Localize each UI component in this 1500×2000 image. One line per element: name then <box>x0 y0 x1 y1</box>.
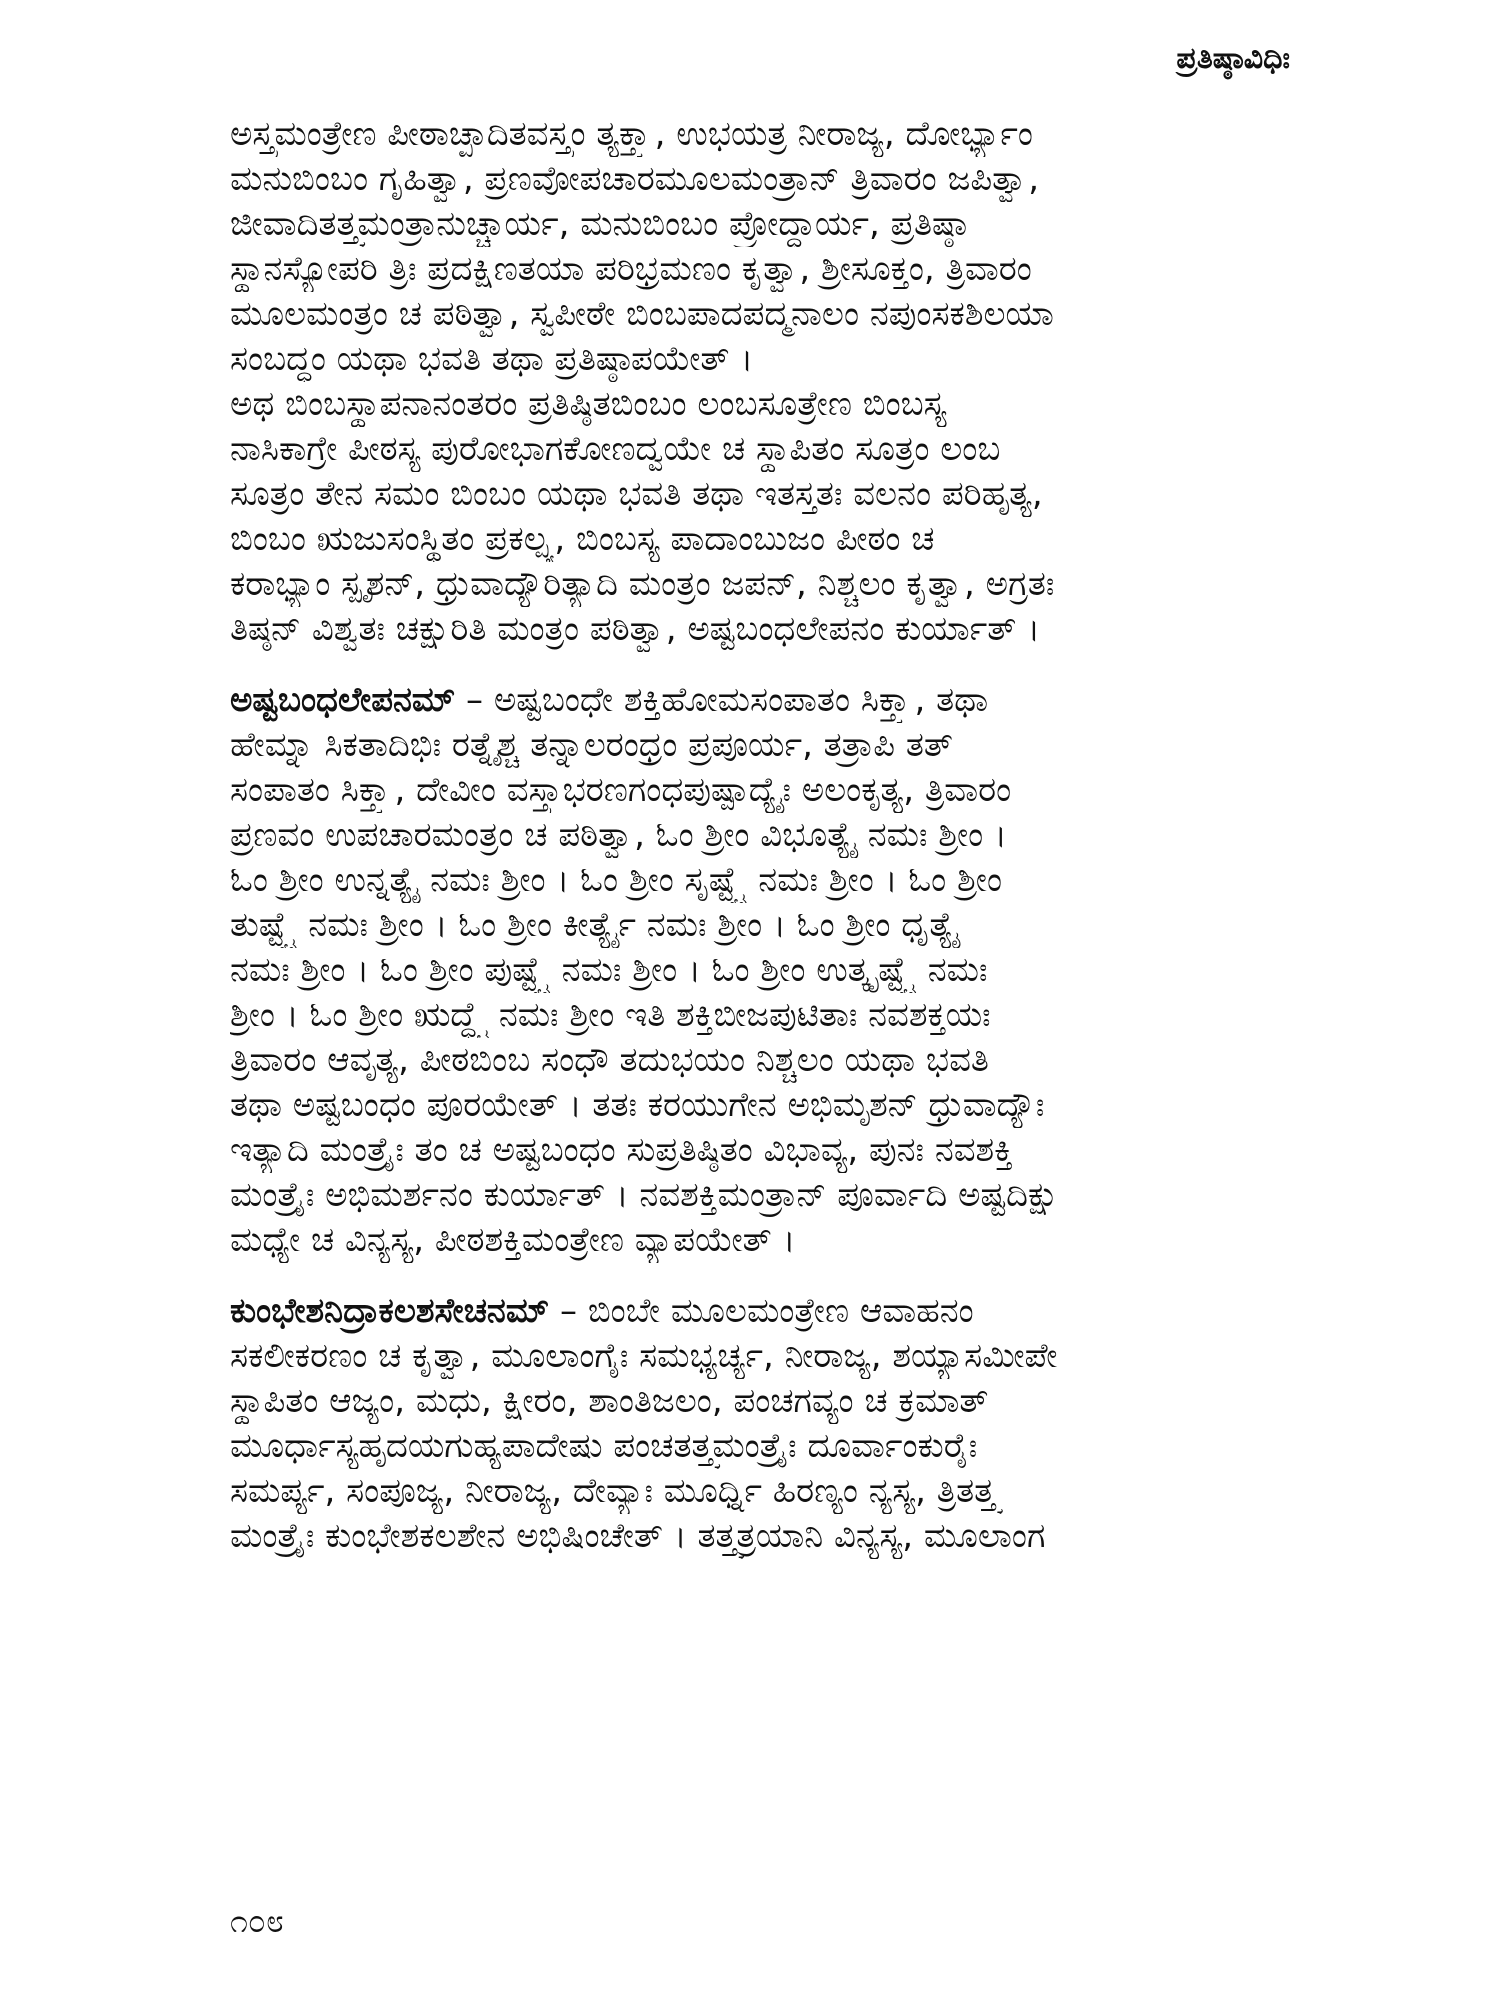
text-line: ಮೂಲಮಂತ್ರಂ ಚ ಪಠಿತ್ವಾ, ಸ್ವಪೀಠೇ ಬಿಂಬಪಾದಪದ್ಮನಾಲಂ ನಪುಂಸಕಶಿಲಯಾ <box>230 294 1054 334</box>
heading-continuation: – ಅಷ್ಟಬಂಧೇ ಶಕ್ತಿಹೋಮಸಂಪಾತಂ ಸಿಕ್ತ್ವಾ, ತಥಾ <box>455 680 989 720</box>
text-line: ಬಿಂಬಂ ಋಜುಸಂಸ್ಥಿತಂ ಪ್ರಕಲ್ಪ್ಯ, ಬಿಂಬಸ್ಯ ಪಾದಾಂಬುಜಂ ಪೀಠಂ ಚ <box>230 519 935 559</box>
text-line: ತಿಷ್ಠನ್ ವಿಶ್ವತಃ ಚಕ್ಷುರಿತಿ ಮಂತ್ರಂ ಪಠಿತ್ವಾ, ಅಷ್ಟಬಂಧಲೇಪನಂ ಕುರ್ಯಾತ್ । <box>230 609 1041 649</box>
text-line: ಜೀವಾದಿತತ್ತ್ವಮಂತ್ರಾನುಚ್ಚಾರ್ಯ, ಮನುಬಿಂಬಂ ಪ್ರೋದ್ಧಾರ್ಯ, ಪ್ರತಿಷ್ಠಾ <box>230 204 968 244</box>
text-line: ಮಧ್ಯೇ ಚ ವಿನ್ಯಸ್ಯ, ಪೀಠಶಕ್ತಿಮಂತ್ರೇಣ ವ್ಯಾಪಯೇತ್ । <box>230 1220 796 1260</box>
text-line: ಸ್ಥಾನಸ್ಯೋಪರಿ ತ್ರಿಃ ಪ್ರದಕ್ಷಿಣತಯಾ ಪರಿಭ್ರಮಣಂ ಕೃತ್ವಾ, ಶ್ರೀಸೂಕ್ತಂ, ತ್ರಿವಾರಂ <box>230 249 1032 289</box>
text-line: ಅಥ ಬಿಂಬಸ್ಥಾಪನಾನಂತರಂ ಪ್ರತಿಷ್ಠಿತಬಿಂಬಂ ಲಂಬಸೂತ್ರೇಣ ಬಿಂಬಸ್ಯ <box>230 384 947 424</box>
text-line: ಓಂ ಶ್ರೀಂ ಉನ್ನತ್ಯೈ ನಮಃ ಶ್ರೀಂ । ಓಂ ಶ್ರೀಂ ಸೃಷ್ಟ್ಯೈ ನಮಃ ಶ್ರೀಂ । ಓಂ ಶ್ರೀಂ <box>230 860 1003 900</box>
text-line: ತುಷ್ಟ್ಯೈ ನಮಃ ಶ್ರೀಂ । ಓಂ ಶ್ರೀಂ ಕೀರ್ತ್ಯೈ ನಮಃ ಶ್ರೀಂ । ಓಂ ಶ್ರೀಂ ಧೃತ್ಯೈ <box>230 905 960 945</box>
text-line: ಮೂರ್ಧಾಸ್ಯಹೃದಯಗುಹ್ಯಪಾದೇಷು ಪಂಚತತ್ತ್ವಮಂತ್ರೈಃ ದೂರ್ವಾಂಕುರೈಃ <box>230 1426 978 1466</box>
text-line: ಸಕಲೀಕರಣಂ ಚ ಕೃತ್ವಾ, ಮೂಲಾಂಗೈಃ ಸಮಭ್ಯರ್ಚ್ಯ, ನೀರಾಜ್ಯ, ಶಯ್ಯಾಸಮೀಪೇ <box>230 1336 1058 1376</box>
paragraph-kumbheshanidrakalashasechanam <box>230 1289 1290 1559</box>
text-line: ಸಮರ್ಪ್ಯ, ಸಂಪೂಜ್ಯ, ನೀರಾಜ್ಯ, ದೇವ್ಯಾಃ ಮೂರ್ಧ್ನಿ ಹಿರಣ್ಯಂ ನ್ಯಸ್ಯ, ತ್ರಿತತ್ತ್ವ <box>230 1471 1001 1511</box>
text-line: ತ್ರಿವಾರಂ ಆವೃತ್ಯ, ಪೀಠಬಿಂಬ ಸಂಧೌ ತದುಭಯಂ ನಿಶ್ಚಲಂ ಯಥಾ ಭವತಿ <box>230 1040 989 1080</box>
text-line: ತಥಾ ಅಷ್ಟಬಂಧಂ ಪೂರಯೇತ್ । ತತಃ ಕರಯುಗೇನ ಅಭಿಮೃಶನ್ ಧ್ರುವಾದ್ಯೌಃ <box>230 1085 1045 1125</box>
paragraph-ashtabandhalepanam <box>230 678 1290 1263</box>
text-line: ಸ್ಥಾಪಿತಂ ಆಜ್ಯಂ, ಮಧು, ಕ್ಷೀರಂ, ಶಾಂತಿಜಲಂ, ಪಂಚಗವ್ಯಂ ಚ ಕ್ರಮಾತ್ <box>230 1381 989 1421</box>
text-line: ಸಂಪಾತಂ ಸಿಕ್ತ್ವಾ, ದೇವೀಂ ವಸ್ತ್ರಾಭರಣಗಂಧಪುಷ್ಪಾದ್ಯೈಃ ಅಲಂಕೃತ್ಯ, ತ್ರಿವಾರಂ <box>230 770 1012 810</box>
text-line: ಇತ್ಯಾದಿ ಮಂತ್ರೈಃ ತಂ ಚ ಅಷ್ಟಬಂಧಂ ಸುಪ್ರತಿಷ್ಠಿತಂ ವಿಭಾವ್ಯ, ಪುನಃ ನವಶಕ್ತಿ <box>230 1130 1013 1170</box>
paragraph-pratishthapana <box>230 112 1290 652</box>
text-line: ನಮಃ ಶ್ರೀಂ । ಓಂ ಶ್ರೀಂ ಪುಷ್ಟ್ಯೈ ನಮಃ ಶ್ರೀಂ । ಓಂ ಶ್ರೀಂ ಉತ್ಕೃಷ್ಟ್ಯೈ ನಮಃ <box>230 950 988 990</box>
running-title: ಪ್ರತಿಷ್ಠಾವಿಧಿಃ <box>1176 41 1290 76</box>
text-line: ಮಂತ್ರೈಃ ಅಭಿಮರ್ಶನಂ ಕುರ್ಯಾತ್ । ನವಶಕ್ತಿಮಂತ್ರಾನ್ ಪೂರ್ವಾದಿ ಅಷ್ಟದಿಕ್ಷು <box>230 1175 1060 1215</box>
text-line: ಪ್ರಣವಂ ಉಪಚಾರಮಂತ್ರಂ ಚ ಪಠಿತ್ವಾ, ಓಂ ಶ್ರೀಂ ವಿಭೂತ್ಯೈ ನಮಃ ಶ್ರೀಂ । <box>230 815 1007 855</box>
text-line: ಕರಾಭ್ಯಾಂ ಸ್ಪೃಶನ್, ಧ್ರುವಾದ್ಯೌರಿತ್ಯಾದಿ ಮಂತ್ರಂ ಜಪನ್, ನಿಶ್ಚಲಂ ಕೃತ್ವಾ, ಅಗ್ರತಃ <box>230 564 1055 604</box>
text-line <box>230 678 1290 723</box>
body-text <box>230 112 1290 1585</box>
heading-continuation: – ಬಿಂಬೇ ಮೂಲಮಂತ್ರೇಣ ಆವಾಹನಂ <box>549 1291 974 1331</box>
text-line: ಅಸ್ತ್ರಮಂತ್ರೇಣ ಪೀಠಾಚ್ಛಾದಿತವಸ್ತ್ರಂ ತ್ಯಕ್ತ್ವಾ, ಉಭಯತ್ರ ನೀರಾಜ್ಯ, ದೋರ್ಭ್ಯಾಂ <box>230 114 1033 154</box>
text-line: ಶ್ರೀಂ । ಓಂ ಶ್ರೀಂ ಋದ್ಧ್ಯೈ ನಮಃ ಶ್ರೀಂ ಇತಿ ಶಕ್ತಿಬೀಜಪುಟಿತಾಃ ನವಶಕ್ತಯಃ <box>230 995 991 1035</box>
text-line: ಸಂಬದ್ಧಂ ಯಥಾ ಭವತಿ ತಥಾ ಪ್ರತಿಷ್ಠಾಪಯೇತ್ । <box>230 339 754 379</box>
text-line: ನಾಸಿಕಾಗ್ರೇ ಪೀಠಸ್ಯ ಪುರೋಭಾಗಕೋಣದ್ವಯೇ ಚ ಸ್ಥಾಪಿತಂ ಸೂತ್ರಂ ಲಂಬ <box>230 429 1001 469</box>
section-heading: ಅಷ್ಟಬಂಧಲೇಪನಮ್ <box>230 680 456 720</box>
text-line: ಸೂತ್ರಂ ತೇನ ಸಮಂ ಬಿಂಬಂ ಯಥಾ ಭವತಿ ತಥಾ ಇತಸ್ತತಃ ವಲನಂ ಪರಿಹೃತ್ಯ, <box>230 474 1043 514</box>
text-line: ಮಂತ್ರೈಃ ಕುಂಭೇಶಕಲಶೇನ ಅಭಿಷಿಂಚೇತ್ । ತತ್ತ್ವತ್ರಯಾನಿ ವಿನ್ಯಸ್ಯ, ಮೂಲಾಂಗ <box>230 1516 1046 1556</box>
text-line: ಹೇಮ್ನಾ ಸಿಕತಾದಿಭಿಃ ರತ್ನೈಶ್ಚ ತನ್ನಾಲರಂಧ್ರಂ ಪ್ರಪೂರ್ಯ, ತತ್ರಾಪಿ ತತ್ <box>230 725 953 765</box>
text-line <box>230 1289 1290 1334</box>
section-heading: ಕುಂಭೇಶನಿದ್ರಾಕಲಶಸೇಚನಮ್ <box>230 1291 550 1331</box>
text-line: ಮನುಬಿಂಬಂ ಗೃಹಿತ್ವಾ, ಪ್ರಣವೋಪಚಾರಮೂಲಮಂತ್ರಾನ್ ತ್ರಿವಾರಂ ಜಪಿತ್ವಾ, <box>230 159 1040 199</box>
page-number: ೧೦೮ <box>230 1902 284 1940</box>
